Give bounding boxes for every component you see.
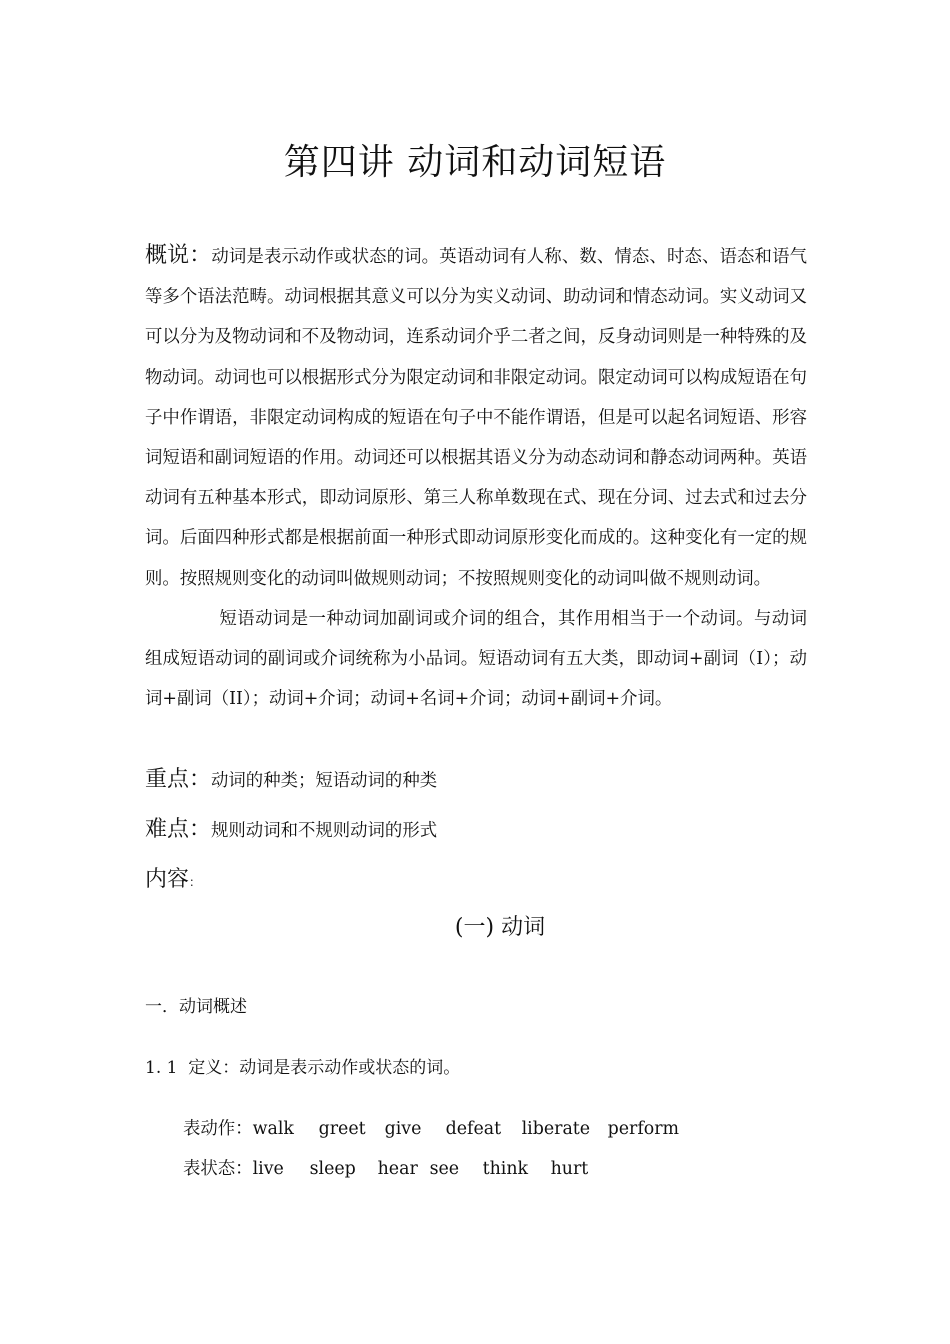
example-word: hurt [550, 1159, 589, 1179]
subsection-heading: 一．动词概述 [145, 997, 247, 1017]
overview-label: 概说： [145, 243, 212, 268]
example-word: give [384, 1119, 422, 1139]
example-row-state [183, 1154, 588, 1179]
key-points-text: 动词的种类；短语动词的种类 [211, 771, 438, 791]
difficulties-row [145, 812, 437, 843]
difficulties-label: 难点： [145, 817, 212, 842]
page-title: 第四讲 动词和动词短语 [283, 142, 667, 183]
definition-row [145, 1053, 460, 1078]
content-row [145, 862, 201, 893]
example-label: 表动作： [183, 1119, 253, 1139]
example-word: greet [318, 1119, 366, 1139]
overview-paragraph-2: 短语动词是一种动词加副词或介词的组合，其作用相当于一个动词。与动词组成短语动词的副词或介词统称为小品词。短语动词有五大类，即动词+副词（I）；动词+副词（II）；动词+介词；动词+名词+介词；动词+副词+介词。 [145, 608, 807, 710]
content-label: 内容 [145, 867, 190, 892]
example-word: sleep [309, 1159, 356, 1179]
example-row-action [183, 1114, 679, 1139]
content-colon: ： [189, 875, 202, 889]
example-label: 表状态： [183, 1159, 253, 1179]
key-points-row [145, 762, 437, 793]
example-word: walk [252, 1119, 294, 1139]
overview-paragraph-1: 动词是表示动作或状态的词。英语动词有人称、数、情态、时态、语态和语气等多个语法范畴。动词根据其意义可以分为实义动词、助动词和情态动词。实义动词又可以分为及物动词和不及物动词，连系动词介乎二者之间，反身动词则是一种特殊的及物动词。动词也可以根据形式分为限定动词和非限定动词。限定动词可以构成短语在句子中作谓语，非限定动词构成的短语在句子中不能作谓语，但是可以起名词短语、形容词短语和副词短语的作用。动词还可以根据其语义分为动态动词和静态动词两种。英语动词有五种基本形式，即动词原形、第三人称单数现在式、现在分词、过去式和过去分词。后面四种形式都是根据前面一种形式即动词原形变化而成的。这种变化有一定的规则。按照规则变化的动词叫做规则动词；不按照规则变化的动词叫做不规则动词。 [145, 247, 807, 589]
overview-block [145, 236, 807, 719]
example-word: defeat [445, 1119, 502, 1139]
definition-text: 定义：动词是表示动作或状态的词。 [188, 1058, 461, 1078]
key-points-label: 重点： [145, 767, 212, 792]
section-heading: (一) 动词 [454, 915, 546, 940]
example-word: hear [377, 1159, 418, 1179]
example-word: live [252, 1159, 284, 1179]
example-word: liberate [521, 1119, 591, 1139]
difficulties-text: 规则动词和不规则动词的形式 [211, 821, 438, 841]
example-word: think [482, 1159, 529, 1179]
example-word: perform [607, 1119, 680, 1139]
definition-number: 1. 1 [145, 1058, 178, 1078]
example-word: see [429, 1159, 460, 1179]
